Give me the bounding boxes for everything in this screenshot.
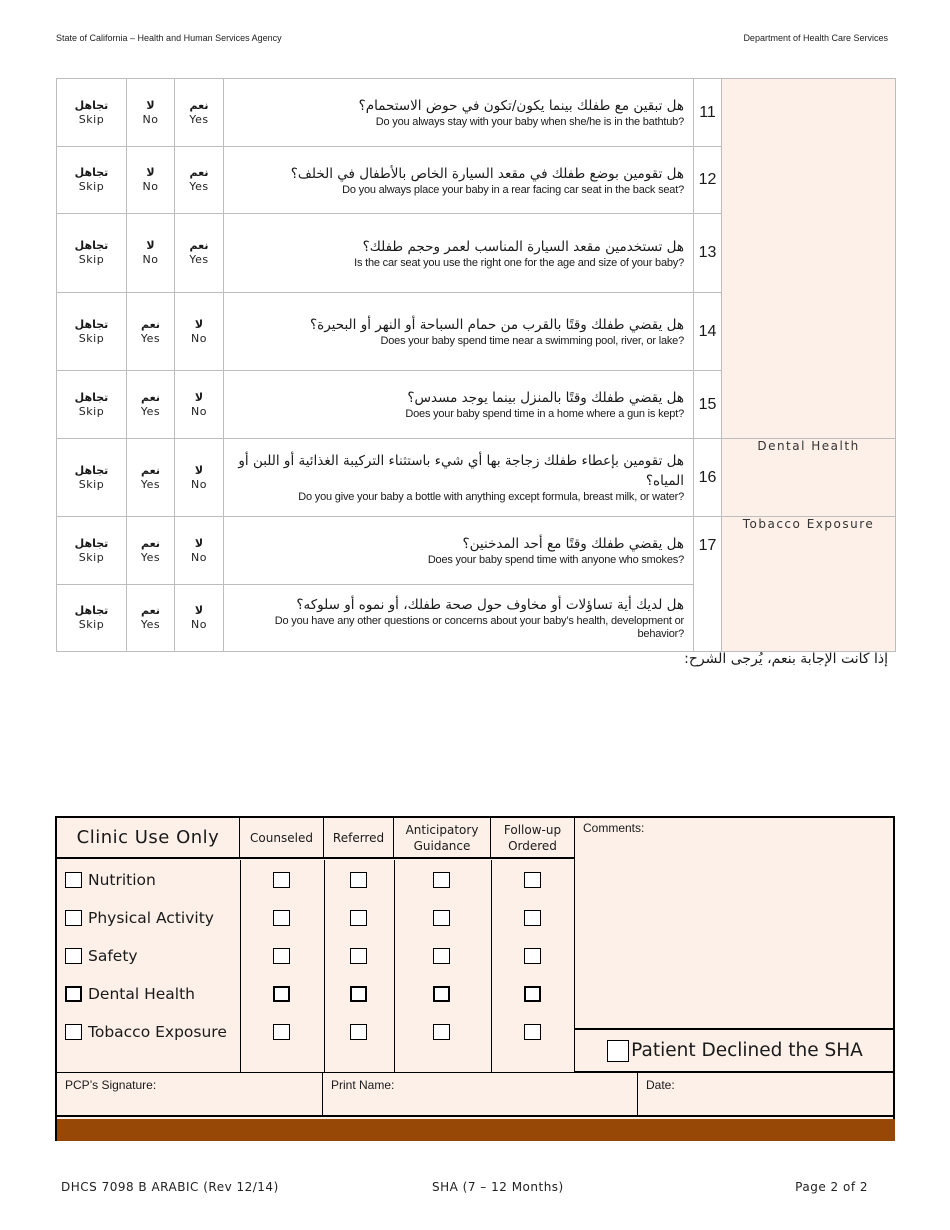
clinic-checkbox[interactable] bbox=[350, 1024, 367, 1040]
no-label-en: No bbox=[142, 180, 159, 193]
no-label-en: No bbox=[142, 112, 159, 126]
skip-label-ar: تجاهل bbox=[74, 463, 109, 477]
yes-option[interactable] bbox=[175, 214, 224, 293]
question-english: Do you give your baby a bottle with anything except formula, breast milk, or water? bbox=[298, 491, 684, 503]
section-dental-health: Dental Health bbox=[722, 439, 896, 517]
skip-label-en: Skip bbox=[78, 404, 105, 418]
yes-option[interactable] bbox=[175, 79, 224, 147]
skip-label-en: Skip bbox=[78, 253, 105, 266]
no-label-ar: لا bbox=[194, 604, 204, 617]
question-number: 13 bbox=[694, 214, 722, 293]
yes-label-en: Yes bbox=[140, 404, 161, 418]
column-divider bbox=[324, 860, 325, 1072]
skip-option[interactable] bbox=[57, 517, 127, 585]
column-divider bbox=[491, 860, 492, 1072]
no-option[interactable] bbox=[127, 79, 175, 147]
yes-label-en: Yes bbox=[189, 253, 209, 266]
skip-label-en: Skip bbox=[78, 550, 105, 564]
clinic-checkbox[interactable] bbox=[433, 986, 450, 1002]
clinic-checkbox[interactable] bbox=[524, 1024, 541, 1040]
skip-label-ar: تجاهل bbox=[74, 604, 109, 617]
no-option[interactable] bbox=[127, 147, 175, 214]
question-row bbox=[57, 439, 896, 517]
question-arabic: هل تبقين مع طفلك بينما يكون/تكون في حوض الاستحمام؟ bbox=[358, 98, 684, 114]
question-arabic: هل يقضي طفلك وقتًا بالمنزل بينما يوجد مسدس؟ bbox=[407, 390, 684, 406]
question-text bbox=[224, 439, 694, 517]
question-arabic: هل يقضي طفلك وقتًا بالقرب من حمام السباحة أو النهر أو البحيرة؟ bbox=[309, 317, 684, 333]
skip-label-ar: تجاهل bbox=[74, 390, 109, 404]
question-number: 16 bbox=[694, 439, 722, 517]
header-divider bbox=[57, 858, 574, 860]
no-label-ar: لا bbox=[194, 317, 204, 331]
yes-label-en: Yes bbox=[189, 180, 209, 193]
comments-area[interactable] bbox=[574, 818, 895, 1028]
yes-option[interactable] bbox=[175, 147, 224, 214]
yes-option[interactable] bbox=[127, 293, 175, 371]
topic-label: Safety bbox=[88, 947, 138, 965]
question-number: 12 bbox=[694, 147, 722, 214]
yes-label-ar: نعم bbox=[189, 166, 209, 179]
yes-label-ar: نعم bbox=[189, 239, 209, 252]
no-label-ar: لا bbox=[194, 536, 204, 550]
no-option[interactable] bbox=[175, 439, 224, 517]
topic-label: Tobacco Exposure bbox=[88, 1023, 227, 1041]
topic-checkbox[interactable] bbox=[65, 1024, 82, 1040]
yes-label-ar: نعم bbox=[141, 604, 160, 617]
clinic-checkbox[interactable] bbox=[273, 872, 290, 888]
question-row bbox=[57, 517, 896, 585]
pcp-signature-label: PCP’s Signature: bbox=[65, 1078, 157, 1092]
skip-option[interactable] bbox=[57, 371, 127, 439]
no-option[interactable] bbox=[127, 214, 175, 293]
skip-option[interactable] bbox=[57, 585, 127, 652]
no-label-ar: لا bbox=[146, 239, 155, 252]
skip-option[interactable] bbox=[57, 439, 127, 517]
no-label-ar: لا bbox=[146, 166, 155, 179]
skip-label-en: Skip bbox=[78, 477, 105, 491]
patient-declined-checkbox[interactable] bbox=[607, 1040, 629, 1062]
yes-option[interactable] bbox=[127, 585, 175, 652]
questions-table bbox=[56, 78, 896, 652]
yes-label-en: Yes bbox=[140, 618, 161, 631]
clinic-use-box bbox=[55, 816, 895, 1141]
clinic-checkbox[interactable] bbox=[524, 948, 541, 964]
yes-label-ar: نعم bbox=[141, 390, 160, 404]
pcp-signature-field[interactable] bbox=[57, 1073, 323, 1116]
yes-label-ar: نعم bbox=[189, 98, 209, 112]
skip-option[interactable] bbox=[57, 147, 127, 214]
question-text bbox=[224, 371, 694, 439]
topic-checkbox[interactable] bbox=[65, 948, 82, 964]
clinic-checkbox[interactable] bbox=[433, 872, 450, 888]
column-divider bbox=[394, 860, 395, 1072]
clinic-row-nutrition[interactable] bbox=[65, 871, 156, 889]
yes-label-en: Yes bbox=[140, 477, 161, 491]
question-english: Does your baby spend time with anyone who smokes? bbox=[427, 554, 684, 566]
no-label-en: No bbox=[191, 550, 207, 564]
question-row bbox=[57, 79, 896, 147]
question-text bbox=[224, 79, 694, 147]
yes-label-ar: نعم bbox=[141, 317, 160, 331]
question-english: Do you have any other questions or concerns about your baby’s health, development or behavior? bbox=[274, 615, 684, 640]
clinic-checkbox[interactable] bbox=[350, 986, 367, 1002]
date-field[interactable] bbox=[638, 1073, 895, 1116]
agency-header: State of California – Health and Human Services Agency bbox=[56, 33, 282, 43]
clinic-checkbox[interactable] bbox=[350, 948, 367, 964]
clinic-checkbox[interactable] bbox=[273, 948, 290, 964]
yes-option[interactable] bbox=[127, 371, 175, 439]
signature-row bbox=[57, 1072, 895, 1117]
clinic-checkbox[interactable] bbox=[433, 948, 450, 964]
clinic-row-safety[interactable] bbox=[65, 947, 138, 965]
skip-label-ar: تجاهل bbox=[74, 317, 109, 331]
no-label-en: No bbox=[191, 477, 207, 491]
skip-option[interactable] bbox=[57, 214, 127, 293]
no-label-ar: لا bbox=[194, 463, 204, 477]
patient-declined-label: Patient Declined the SHA bbox=[631, 1040, 863, 1061]
column-divider bbox=[240, 860, 241, 1072]
clinic-checkbox[interactable] bbox=[433, 1024, 450, 1040]
question-number: 15 bbox=[694, 371, 722, 439]
topic-label: Nutrition bbox=[88, 871, 156, 889]
skip-option[interactable] bbox=[57, 79, 127, 147]
skip-label-ar: تجاهل bbox=[74, 98, 109, 112]
date-label: Date: bbox=[646, 1078, 675, 1092]
clinic-checkbox[interactable] bbox=[273, 910, 290, 926]
column-referred: Referred bbox=[324, 818, 394, 858]
no-label-ar: لا bbox=[194, 390, 204, 404]
question-arabic: هل تقومين بوضع طفلك في مقعد السيارة الخاص بالأطفال في الخلف؟ bbox=[290, 165, 684, 182]
yes-option[interactable] bbox=[127, 439, 175, 517]
question-english: Do you always stay with your baby when she/he is in the bathtub? bbox=[375, 116, 684, 128]
skip-label-ar: تجاهل bbox=[74, 239, 109, 252]
department-header: Department of Health Care Services bbox=[743, 33, 888, 43]
no-label-ar: لا bbox=[146, 98, 155, 112]
topic-checkbox[interactable] bbox=[65, 986, 82, 1002]
yes-option[interactable] bbox=[127, 517, 175, 585]
clinic-checkbox[interactable] bbox=[350, 872, 367, 888]
no-option[interactable] bbox=[175, 371, 224, 439]
question-arabic: هل تستخدمين مقعد السيارة المناسب لعمر وحجم طفلك؟ bbox=[362, 238, 684, 255]
question-arabic: هل لديك أية تساؤلات أو مخاوف حول صحة طفلك، أو نموه أو سلوكه؟ bbox=[296, 597, 684, 613]
question-number: 14 bbox=[694, 293, 722, 371]
clinic-checkbox[interactable] bbox=[350, 910, 367, 926]
question-english: Does your baby spend time near a swimming pool, river, or lake? bbox=[380, 335, 684, 347]
skip-label-en: Skip bbox=[78, 618, 105, 631]
question-english: Do you always place your baby in a rear facing car seat in the back seat? bbox=[342, 183, 684, 196]
topic-label: Dental Health bbox=[88, 985, 196, 1003]
no-option[interactable] bbox=[175, 517, 224, 585]
skip-label-ar: تجاهل bbox=[74, 166, 109, 179]
topic-checkbox[interactable] bbox=[65, 872, 82, 888]
topic-checkbox[interactable] bbox=[65, 910, 82, 926]
no-label-en: No bbox=[191, 331, 207, 345]
form-title: SHA (7 – 12 Months) bbox=[432, 1180, 564, 1194]
column-follow-up-ordered: Follow-up Ordered bbox=[491, 818, 575, 858]
patient-declined[interactable] bbox=[574, 1028, 895, 1072]
skip-label-ar: تجاهل bbox=[74, 536, 109, 550]
topic-label: Physical Activity bbox=[88, 909, 214, 927]
question-text bbox=[224, 585, 694, 652]
clinic-checkbox[interactable] bbox=[524, 910, 541, 926]
question-text bbox=[224, 214, 694, 293]
question-text bbox=[224, 293, 694, 371]
question-arabic: هل يقضي طفلك وقتًا مع أحد المدخنين؟ bbox=[462, 536, 684, 552]
footer-bar bbox=[57, 1119, 895, 1141]
yes-label-en: Yes bbox=[140, 550, 161, 564]
no-label-en: No bbox=[191, 404, 207, 418]
no-label-en: No bbox=[191, 618, 207, 631]
clinic-checkbox[interactable] bbox=[524, 872, 541, 888]
page-number: Page 2 of 2 bbox=[795, 1180, 868, 1194]
skip-label-en: Skip bbox=[78, 331, 105, 345]
explain-prompt: إذا كانت الإجابة بنعم، يُرجى الشرح: bbox=[684, 651, 888, 667]
question-english: Is the car seat you use the right one for the age and size of your baby? bbox=[354, 256, 684, 269]
skip-option[interactable] bbox=[57, 293, 127, 371]
no-label-en: No bbox=[142, 253, 159, 266]
yes-label-ar: نعم bbox=[141, 463, 160, 477]
clinic-row-physical-activity[interactable] bbox=[65, 909, 214, 927]
question-text bbox=[224, 517, 694, 585]
clinic-checkbox[interactable] bbox=[433, 910, 450, 926]
clinic-use-title: Clinic Use Only bbox=[57, 818, 240, 858]
skip-label-en: Skip bbox=[78, 180, 105, 193]
question-arabic: هل تقومين بإعطاء طفلك زجاجة بها أي شيء باستثناء التركيبة الغذائية أو اللبن أو المياه؟ bbox=[238, 453, 684, 489]
no-option[interactable] bbox=[175, 585, 224, 652]
yes-label-en: Yes bbox=[140, 331, 161, 345]
clinic-checkbox[interactable] bbox=[273, 1024, 290, 1040]
clinic-row-tobacco-exposure[interactable] bbox=[65, 1023, 227, 1041]
question-english: Does your baby spend time in a home where a gun is kept? bbox=[405, 408, 684, 420]
clinic-row-dental-health[interactable] bbox=[65, 985, 195, 1003]
section-safety-cell bbox=[722, 79, 896, 439]
yes-label-en: Yes bbox=[189, 112, 209, 126]
form-number: DHCS 7098 B ARABIC (Rev 12/14) bbox=[61, 1180, 279, 1194]
skip-label-en: Skip bbox=[78, 112, 105, 126]
no-option[interactable] bbox=[175, 293, 224, 371]
column-counseled: Counseled bbox=[240, 818, 324, 858]
column-anticipatory-guidance: Anticipatory Guidance bbox=[394, 818, 491, 858]
clinic-checkbox[interactable] bbox=[273, 986, 290, 1002]
print-name-label: Print Name: bbox=[331, 1078, 395, 1092]
print-name-field[interactable] bbox=[323, 1073, 638, 1116]
section-tobacco-exposure: Tobacco Exposure bbox=[722, 517, 896, 652]
question-number: 11 bbox=[694, 79, 722, 147]
question-number: 17 bbox=[694, 517, 722, 652]
yes-label-ar: نعم bbox=[141, 536, 160, 550]
question-text bbox=[224, 147, 694, 214]
comments-label: Comments: bbox=[583, 821, 645, 835]
clinic-checkbox[interactable] bbox=[524, 986, 541, 1002]
